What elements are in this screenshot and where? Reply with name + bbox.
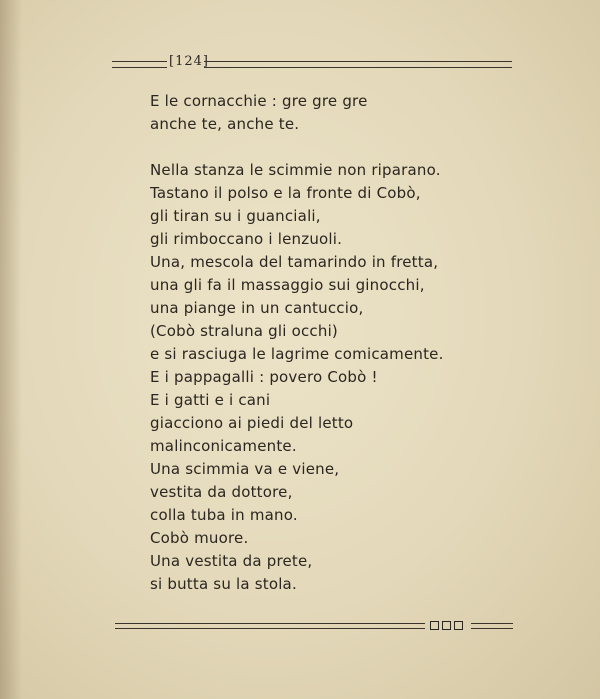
poem-text — [150, 90, 490, 596]
verse-line: anche te, anche te. — [150, 115, 300, 133]
footer-rule-right — [471, 623, 513, 629]
verse-line: Tastano il polso e la fronte di Cobò, — [150, 184, 421, 202]
verse-line: Cobò muore. — [150, 529, 249, 547]
ornament-square-icon — [430, 621, 439, 630]
verse-line: Una vestita da prete, — [150, 552, 313, 570]
verse-line: si butta su la stola. — [150, 575, 297, 593]
verse-line: E i pappagalli : povero Cobò ! — [150, 368, 378, 386]
verse-line: colla tuba in mano. — [150, 506, 298, 524]
page-number: [124] — [169, 54, 209, 69]
ornament-square-icon — [442, 621, 451, 630]
footer-rule-left — [115, 623, 425, 629]
verse-line: una gli fa il massaggio sui ginocchi, — [150, 276, 425, 294]
verse-line: gli tiran su i guanciali, — [150, 207, 321, 225]
verse-line: gli rimboccano i lenzuoli. — [150, 230, 343, 248]
verse-line: giacciono ai piedi del letto — [150, 414, 354, 432]
ornament-square-icon — [454, 621, 463, 630]
verse-line: E le cornacchie : gre gre gre — [150, 92, 368, 110]
verse-line: (Cobò straluna gli occhi) — [150, 322, 338, 340]
page-header — [112, 56, 512, 72]
verse-line: malinconicamente. — [150, 437, 297, 455]
footer-ornament-icon — [430, 620, 463, 632]
verse-line: Nella stanza le scimmie non riparano. — [150, 161, 441, 179]
verse-line: E i gatti e i cani — [150, 391, 271, 409]
page-footer — [115, 620, 513, 634]
spine-shadow — [0, 0, 22, 699]
verse-line: Una scimmia va e viene, — [150, 460, 340, 478]
verse-line: e si rasciuga le lagrime comicamente. — [150, 345, 444, 363]
verse-line: Una, mescola del tamarindo in fretta, — [150, 253, 439, 271]
header-rule-right — [204, 61, 512, 68]
stanza-break — [150, 136, 490, 159]
verse-line: una piange in un cantuccio, — [150, 299, 364, 317]
header-rule-left — [112, 61, 167, 68]
verse-line: vestita da dottore, — [150, 483, 293, 501]
